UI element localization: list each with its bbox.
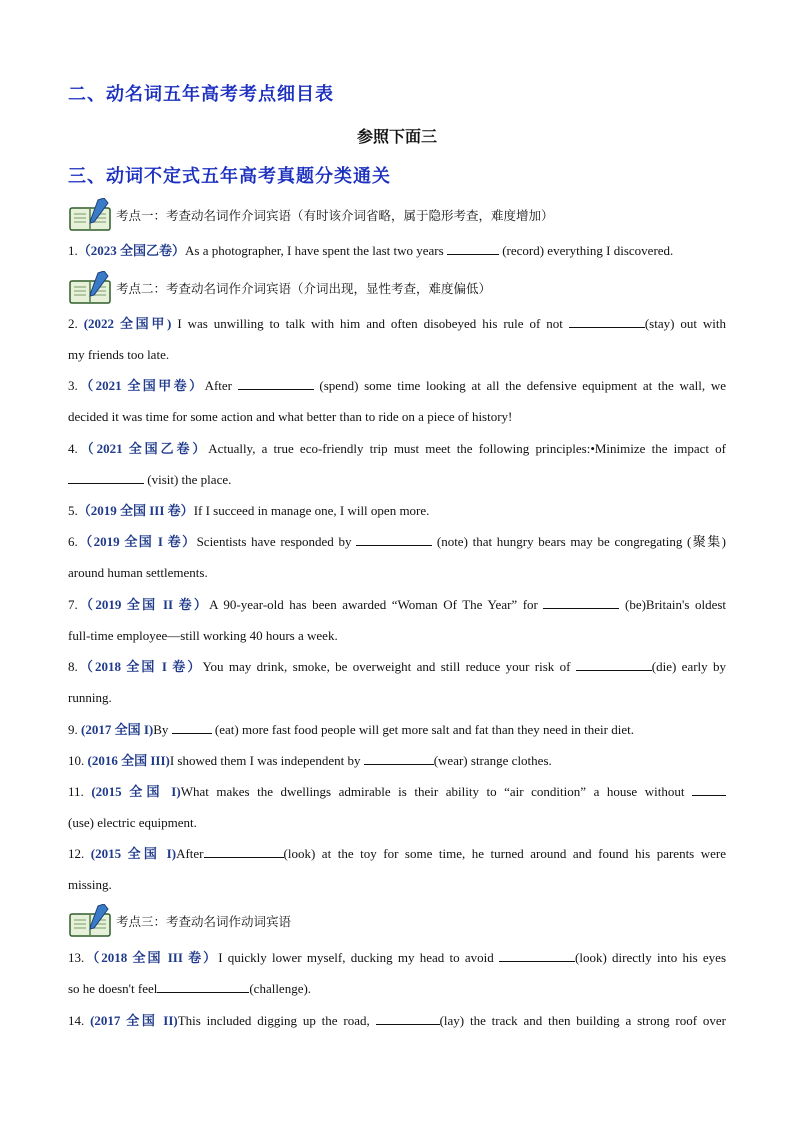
answer-blank[interactable]	[238, 378, 314, 390]
book-pen-icon	[68, 198, 114, 232]
kaodian-one	[68, 198, 554, 232]
book-pen-icon	[68, 271, 114, 305]
question-11-cont: (use) electric equipment.	[68, 815, 197, 830]
question-3: 3.（2021 全国甲卷）After (spend) some time looking at all the defensive equipment at the wall, we	[68, 378, 726, 393]
question-13-cont: so he doesn't feel (challenge).	[68, 981, 312, 996]
question-12: 12. (2015 全国 I)After (look) at the toy for some time, he turned around and found his parents were	[68, 846, 727, 861]
question-7-cont: full-time employee—still working 40 hours a week.	[68, 628, 338, 643]
section-three-heading: 三、动词不定式五年高考真题分类通关	[68, 166, 391, 187]
question-2: 2. (2022 全国甲) I was unwilling to talk with him and often disobeyed his rule of not (stay) out with	[68, 316, 727, 331]
kaodian-label: 考点三：考查动名词作动词宾语	[116, 914, 292, 929]
question-11: 11. (2015 全国 I)What makes the dwellings admirable is their ability to “air condition” a house without	[68, 784, 726, 800]
answer-blank[interactable]	[204, 846, 284, 858]
kaodian-two	[68, 271, 491, 305]
question-2-cont: my friends too late.	[68, 347, 170, 362]
question-8: 8.（2018 全国 I 卷）You may drink, smoke, be overweight and still reduce your risk of (die) early by	[68, 659, 727, 674]
question-8-cont: running.	[68, 690, 112, 705]
answer-blank[interactable]	[172, 722, 212, 734]
question-13: 13.（2018 全国 III 卷）I quickly lower myself, ducking my head to avoid (look) directly into his eyes	[68, 950, 726, 965]
question-14: 14. (2017 全国 II)This included digging up the road, (lay) the track and then building a strong roof over	[68, 1013, 727, 1028]
question-7: 7.（2019 全国 II 卷）A 90-year-old has been awarded “Woman Of The Year” for (be)Britain's oldest	[68, 597, 727, 612]
answer-blank[interactable]	[692, 784, 726, 796]
question-1: 1.（2023 全国乙卷）As a photographer, I have spent the last two years (record) everything I discovered.	[68, 243, 674, 258]
answer-blank[interactable]	[157, 981, 249, 993]
section-two-heading: 二、动名词五年高考考点细目表	[68, 84, 334, 105]
kaodian-three	[68, 904, 291, 938]
answer-blank[interactable]	[356, 534, 432, 546]
answer-blank[interactable]	[364, 753, 434, 765]
question-9: 9. (2017 全国 I)By (eat) more fast food people will get more salt and fat than they need in their diet.	[68, 722, 634, 737]
book-pen-icon	[68, 904, 114, 938]
kaodian-label: 考点二：考查动名词作介词宾语（介词出现，显性考查，难度偏低）	[116, 281, 492, 296]
question-3-cont: decided it was time for some action and what better than to ride on a piece of history!	[68, 409, 513, 424]
kaodian-label: 考点一：考查动名词作介词宾语（有时该介词省略，属于隐形考查，难度增加）	[116, 208, 554, 223]
question-5: 5.（2019 全国 III 卷）If I succeed in manage one, I will open more.	[68, 503, 430, 518]
question-4-cont: (visit) the place.	[68, 472, 726, 488]
question-6: 6.（2019 全国 I 卷）Scientists have responded by (note) that hungry bears may be congregating (聚集)	[68, 534, 727, 549]
question-4: 4.（2021 全国乙卷）Actually, a true eco-friendly trip must meet the following principles:•Minimize the impact of	[68, 441, 726, 456]
see-below-note: 参照下面三	[356, 127, 437, 146]
answer-blank[interactable]	[499, 950, 575, 962]
question-12-cont: missing.	[68, 877, 112, 892]
answer-blank[interactable]	[447, 243, 499, 255]
answer-blank[interactable]	[576, 659, 652, 671]
question-6-cont: around human settlements.	[68, 565, 208, 580]
answer-blank[interactable]	[68, 472, 144, 484]
question-10: 10. (2016 全国 III)I showed them I was independent by (wear) strange clothes.	[68, 753, 552, 768]
answer-blank[interactable]	[543, 597, 619, 609]
answer-blank[interactable]	[376, 1013, 440, 1025]
answer-blank[interactable]	[569, 316, 645, 328]
